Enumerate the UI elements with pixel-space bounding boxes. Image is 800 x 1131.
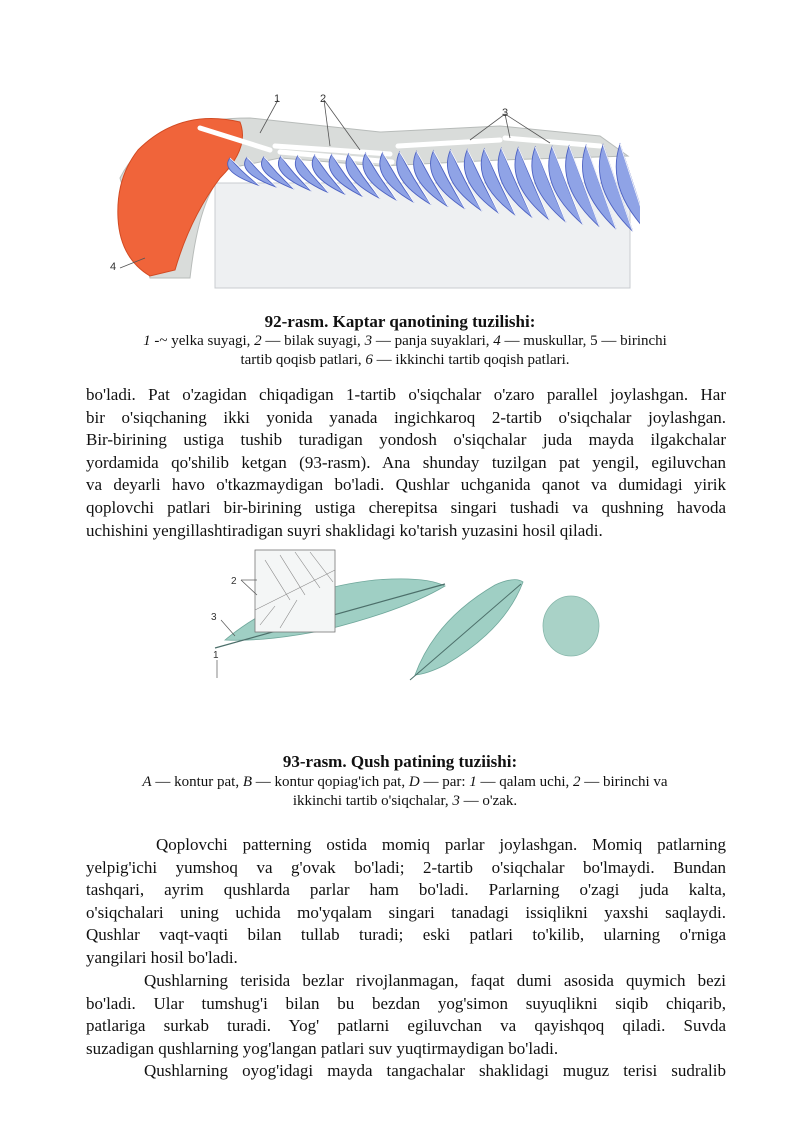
figure2-caption-text: A — kontur pat, B — kontur qopiag'ich pat, D — par: 1 — qalam uchi, 2 — birinchi va ikkinchi tartib o'siqchalar, 3 — o'zak. (142, 774, 668, 809)
figure2-caption-title: 93-rasm. Qush patining tuziishi: (282, 752, 518, 771)
paragraph-glands: Qushlarning terisida bezlar rivojlanmagan, faqat dumi asosida quymich bezi bo'ladi. Ular tumshug'i bilan bu bezdan yog'simon suyuqlikni siqib chiqarib, patlariga surkab turadi. Yog' patlarni egiluvchan va qayishqoq qiladi. Suvda suzadigan qushlarning yog'langan patlari suv yuqtirmaydigan bo'ladi. (86, 971, 726, 1058)
wing-diagram (80, 88, 640, 294)
feather-label-3: 3 (211, 612, 217, 623)
wing-label-3: 3 (502, 107, 509, 119)
feather-diagram (205, 540, 625, 690)
feather-label-1: 1 (213, 650, 219, 661)
figure1-caption-text: 1 -~ yelka suyagi, 2 — bilak suyagi, 3 — panja suyaklari, 4 — muskullar, 5 — birinchi tartib qoqisb patlari, 6 — ikkinchi tartib qoqish patlari. (143, 333, 667, 368)
wing-label-2: 2 (320, 93, 327, 105)
feather-label-2: 2 (231, 576, 237, 587)
down-feather (543, 596, 599, 656)
figure1-caption-title: 92-rasm. Kaptar qanotining tuzilishi: (264, 312, 536, 331)
wing-label-1: 1 (274, 93, 281, 105)
paragraph-legs: Qushlarning oyog'idagi mayda tangachalar shaklidagi muguz terisi sudralib (144, 1061, 726, 1080)
magnified-inset (255, 550, 335, 632)
paragraph-down-feathers: Qoplovchi patterning ostida momiq parlar joylashgan. Momiq patlarning yelpig'ichi yumshoq va g'ovak bo'ladi; 2-tartib o'siqchalar bo'lmaydi. Bundan tashqari, ayrim qushlarda parlar ham bo'ladi. Parlarning o'zagi juda kalta, o'siqchalari uning uchida mo'yqalam singari tanadagi issiqlikni yaxshi saqlaydi. Qushlar vaqt-vaqti bilan tullab turadi; eski patlari to'kilib, ularning o'rniga yangilari hosil bo'ladi. (86, 835, 726, 967)
paragraph-feather-structure: bo'ladi. Pat o'zagidan chiqadigan 1-tartib o'siqchalar o'zaro parallel joylashgan. Har bir o'siqchaning ikki yonida yanada ingichkaroq 2-tartib o'siqchalar joylashgan. Bir-birining ustiga tushib turadigan yondosh o'siqchalar juda mayda ilgakchalar yordamida qo'shilib ketgan (93-rasm). Ana shunday tuzilgan pat yengil, egiluvchan va deyarli havo o'tkazmaydigan bo'ladi. Qushlar uchganida qanot va dumidagi yirik qoplovchi patlari bir-birining ustiga cherepitsa singari tushadi va qushning havoda uchishini yengillashtiradigan suyri shaklidagi ko'tarish yuzasini hosil qiladi. (86, 385, 726, 540)
wing-label-4: 4 (110, 261, 117, 273)
